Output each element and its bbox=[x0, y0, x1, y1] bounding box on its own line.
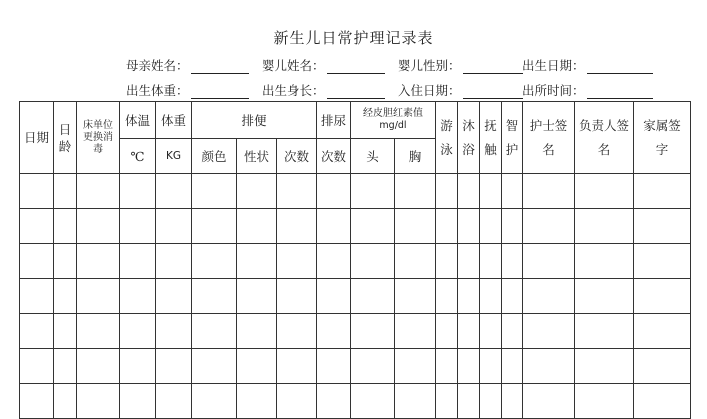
table-cell[interactable] bbox=[634, 209, 691, 244]
table-cell[interactable] bbox=[634, 314, 691, 349]
nurse-line-2: 名 bbox=[542, 141, 555, 157]
touch-char-1: 抚 bbox=[484, 117, 497, 133]
table-cell[interactable] bbox=[20, 279, 54, 314]
baby-name-label: 婴儿姓名： bbox=[262, 58, 325, 73]
table-row bbox=[20, 384, 691, 419]
bilirubin-label: 经皮胆红素值 bbox=[363, 108, 423, 119]
table-cell[interactable] bbox=[634, 174, 691, 209]
table-cell[interactable] bbox=[237, 314, 277, 349]
table-cell[interactable] bbox=[54, 244, 77, 279]
table-cell[interactable] bbox=[351, 174, 395, 209]
table-cell[interactable] bbox=[480, 244, 502, 279]
col-responsible-sign bbox=[575, 102, 634, 174]
table-cell[interactable] bbox=[120, 279, 156, 314]
table-cell[interactable] bbox=[77, 174, 120, 209]
table-cell[interactable] bbox=[523, 174, 575, 209]
table-cell[interactable] bbox=[156, 244, 192, 279]
table-cell[interactable] bbox=[77, 314, 120, 349]
info-row-2 bbox=[0, 81, 707, 99]
table-cell[interactable] bbox=[502, 209, 523, 244]
table-cell[interactable] bbox=[458, 209, 480, 244]
table-cell[interactable] bbox=[575, 209, 634, 244]
table-cell[interactable] bbox=[317, 349, 351, 384]
bath-char-1: 沐 bbox=[462, 117, 475, 133]
col-urine: 排尿 bbox=[317, 102, 351, 139]
col-swim bbox=[436, 102, 458, 174]
baby-gender-field[interactable] bbox=[398, 56, 523, 74]
table-cell[interactable] bbox=[395, 279, 436, 314]
table-cell[interactable] bbox=[502, 384, 523, 419]
table-cell[interactable] bbox=[156, 209, 192, 244]
table-cell[interactable] bbox=[395, 384, 436, 419]
bath-char-2: 浴 bbox=[462, 141, 475, 157]
data-rows bbox=[20, 174, 691, 419]
table-cell[interactable] bbox=[523, 384, 575, 419]
table-cell[interactable] bbox=[523, 349, 575, 384]
bed-line-2: 更换消 bbox=[83, 131, 113, 143]
col-touch bbox=[480, 102, 502, 174]
table-cell[interactable] bbox=[192, 244, 237, 279]
table-cell[interactable] bbox=[20, 314, 54, 349]
baby-name-field[interactable] bbox=[262, 56, 385, 74]
table-cell[interactable] bbox=[458, 244, 480, 279]
table-cell[interactable] bbox=[458, 384, 480, 419]
table-cell[interactable] bbox=[20, 174, 54, 209]
table-cell[interactable] bbox=[351, 209, 395, 244]
table-row bbox=[20, 209, 691, 244]
mother-name-label: 母亲姓名： bbox=[126, 58, 189, 73]
baby-gender-blank[interactable] bbox=[463, 60, 523, 74]
mother-name-blank[interactable] bbox=[191, 60, 249, 74]
table-cell[interactable] bbox=[20, 349, 54, 384]
table-cell[interactable] bbox=[480, 349, 502, 384]
table-cell[interactable] bbox=[317, 244, 351, 279]
birth-length-label: 出生身长： bbox=[262, 83, 325, 98]
table-cell[interactable] bbox=[317, 314, 351, 349]
table-cell[interactable] bbox=[480, 314, 502, 349]
birth-weight-label: 出生体重： bbox=[126, 83, 189, 98]
table-cell[interactable] bbox=[277, 244, 317, 279]
table-cell[interactable] bbox=[458, 349, 480, 384]
birth-date-blank[interactable] bbox=[587, 60, 653, 74]
table-cell[interactable] bbox=[54, 349, 77, 384]
swim-char-2: 泳 bbox=[440, 141, 453, 157]
table-cell[interactable] bbox=[351, 314, 395, 349]
table-cell[interactable] bbox=[523, 279, 575, 314]
table-cell[interactable] bbox=[156, 174, 192, 209]
table-cell[interactable] bbox=[237, 174, 277, 209]
col-stool: 排便 bbox=[192, 102, 317, 139]
table-cell[interactable] bbox=[237, 209, 277, 244]
table-cell[interactable] bbox=[77, 209, 120, 244]
table-cell[interactable] bbox=[192, 384, 237, 419]
table-cell[interactable] bbox=[156, 279, 192, 314]
table-cell[interactable] bbox=[634, 349, 691, 384]
table-cell[interactable] bbox=[192, 279, 237, 314]
family-line-2: 字 bbox=[655, 141, 669, 157]
table-cell[interactable] bbox=[192, 174, 237, 209]
table-row bbox=[20, 244, 691, 279]
table-cell[interactable] bbox=[395, 174, 436, 209]
table-cell[interactable] bbox=[120, 349, 156, 384]
col-bilirubin bbox=[351, 102, 436, 139]
table-cell[interactable] bbox=[575, 349, 634, 384]
resp-line-2: 名 bbox=[597, 141, 611, 157]
table-cell[interactable] bbox=[436, 384, 458, 419]
family-line-1: 家属签 bbox=[643, 117, 681, 133]
table-cell[interactable] bbox=[192, 314, 237, 349]
table-cell[interactable] bbox=[54, 384, 77, 419]
table-cell[interactable] bbox=[523, 209, 575, 244]
table-cell[interactable] bbox=[20, 384, 54, 419]
resp-line-1: 负责人签 bbox=[578, 117, 629, 133]
stool-texture: 性状 bbox=[237, 139, 277, 174]
info-row-1 bbox=[0, 56, 707, 74]
mother-name-field[interactable] bbox=[126, 56, 249, 74]
bilirubin-unit: mg/dl bbox=[379, 120, 407, 131]
touch-char-2: 触 bbox=[484, 141, 497, 157]
table-cell[interactable] bbox=[277, 209, 317, 244]
table-cell[interactable] bbox=[120, 244, 156, 279]
stool-color: 颜色 bbox=[192, 139, 237, 174]
table-cell[interactable] bbox=[77, 279, 120, 314]
table-cell[interactable] bbox=[77, 244, 120, 279]
table-cell[interactable] bbox=[120, 314, 156, 349]
birth-weight-blank[interactable] bbox=[191, 85, 249, 99]
table-cell[interactable] bbox=[395, 244, 436, 279]
table-cell[interactable] bbox=[575, 244, 634, 279]
edu-char-1: 智 bbox=[505, 117, 519, 133]
table-cell[interactable] bbox=[192, 209, 237, 244]
table-cell[interactable] bbox=[502, 314, 523, 349]
table-cell[interactable] bbox=[156, 314, 192, 349]
table-cell[interactable] bbox=[523, 244, 575, 279]
table-cell[interactable] bbox=[317, 384, 351, 419]
table-cell[interactable] bbox=[480, 384, 502, 419]
birth-weight-field[interactable] bbox=[126, 81, 249, 99]
table-cell[interactable] bbox=[458, 279, 480, 314]
table-cell[interactable] bbox=[317, 209, 351, 244]
table-cell[interactable] bbox=[395, 349, 436, 384]
table-cell[interactable] bbox=[502, 349, 523, 384]
table-cell[interactable] bbox=[317, 279, 351, 314]
table-cell[interactable] bbox=[436, 209, 458, 244]
table-cell[interactable] bbox=[20, 209, 54, 244]
baby-name-blank[interactable] bbox=[327, 60, 385, 74]
table-cell[interactable] bbox=[395, 314, 436, 349]
table-cell[interactable] bbox=[317, 174, 351, 209]
urine-count: 次数 bbox=[317, 139, 351, 174]
checkout-time-label: 出所时间： bbox=[522, 83, 585, 98]
table-cell[interactable] bbox=[480, 209, 502, 244]
admit-date-blank[interactable] bbox=[463, 85, 523, 99]
temperature-unit: ℃ bbox=[120, 139, 156, 174]
table-cell[interactable] bbox=[237, 279, 277, 314]
table-cell[interactable] bbox=[54, 279, 77, 314]
table-cell[interactable] bbox=[77, 349, 120, 384]
table-cell[interactable] bbox=[277, 384, 317, 419]
swim-char-1: 游 bbox=[440, 117, 453, 133]
table-cell[interactable] bbox=[20, 244, 54, 279]
table-cell[interactable] bbox=[458, 174, 480, 209]
admit-date-label: 入住日期： bbox=[398, 83, 461, 98]
table-cell[interactable] bbox=[351, 279, 395, 314]
table-cell[interactable] bbox=[156, 349, 192, 384]
bilirubin-head: 头 bbox=[351, 139, 395, 174]
table-cell[interactable] bbox=[480, 279, 502, 314]
col-weight: 体重 bbox=[156, 102, 192, 139]
table-cell[interactable] bbox=[436, 349, 458, 384]
table-cell[interactable] bbox=[120, 384, 156, 419]
col-bed-disinfect bbox=[77, 102, 120, 174]
table-cell[interactable] bbox=[395, 209, 436, 244]
birth-date-label: 出生日期： bbox=[522, 58, 585, 73]
checkout-time-blank[interactable] bbox=[587, 85, 653, 99]
table-cell[interactable] bbox=[54, 209, 77, 244]
table-cell[interactable] bbox=[120, 174, 156, 209]
table-row bbox=[20, 174, 691, 209]
table-row bbox=[20, 314, 691, 349]
birth-length-blank[interactable] bbox=[327, 85, 385, 99]
table-row bbox=[20, 349, 691, 384]
age-char-1: 日 bbox=[58, 121, 72, 137]
table-cell[interactable] bbox=[237, 349, 277, 384]
table-cell[interactable] bbox=[634, 384, 691, 419]
table-cell[interactable] bbox=[237, 384, 277, 419]
table-cell[interactable] bbox=[120, 209, 156, 244]
nurse-line-1: 护士签 bbox=[529, 117, 568, 133]
table-cell[interactable] bbox=[351, 384, 395, 419]
table-cell[interactable] bbox=[436, 314, 458, 349]
col-date: 日期 bbox=[20, 102, 54, 174]
table-cell[interactable] bbox=[351, 244, 395, 279]
table-cell[interactable] bbox=[192, 349, 237, 384]
checkout-time-field[interactable] bbox=[522, 81, 653, 99]
col-family-sign bbox=[634, 102, 691, 174]
table-cell[interactable] bbox=[502, 174, 523, 209]
birth-date-field[interactable] bbox=[522, 56, 653, 74]
admit-date-field[interactable] bbox=[398, 81, 523, 99]
col-temperature: 体温 bbox=[120, 102, 156, 139]
table-cell[interactable] bbox=[156, 384, 192, 419]
table-cell[interactable] bbox=[436, 244, 458, 279]
col-nurse-sign bbox=[523, 102, 575, 174]
age-char-2: 龄 bbox=[58, 138, 72, 154]
table-cell[interactable] bbox=[634, 244, 691, 279]
table-cell[interactable] bbox=[277, 314, 317, 349]
birth-length-field[interactable] bbox=[262, 81, 385, 99]
table-cell[interactable] bbox=[502, 279, 523, 314]
col-age bbox=[54, 102, 77, 174]
bilirubin-chest: 胸 bbox=[395, 139, 436, 174]
bed-line-3: 毒 bbox=[93, 143, 103, 155]
table-cell[interactable] bbox=[575, 314, 634, 349]
care-record-table bbox=[19, 101, 691, 419]
table-cell[interactable] bbox=[351, 349, 395, 384]
table-cell[interactable] bbox=[237, 244, 277, 279]
table-cell[interactable] bbox=[277, 174, 317, 209]
header-row-1 bbox=[20, 102, 691, 139]
table-cell[interactable] bbox=[436, 174, 458, 209]
table-cell[interactable] bbox=[277, 279, 317, 314]
table-cell[interactable] bbox=[436, 279, 458, 314]
stool-count: 次数 bbox=[277, 139, 317, 174]
table-cell[interactable] bbox=[54, 174, 77, 209]
table-cell[interactable] bbox=[523, 314, 575, 349]
edu-char-2: 护 bbox=[505, 141, 519, 157]
table-row bbox=[20, 279, 691, 314]
bed-line-1: 床单位 bbox=[83, 119, 113, 131]
table-cell[interactable] bbox=[458, 314, 480, 349]
col-bath bbox=[458, 102, 480, 174]
col-edu bbox=[502, 102, 523, 174]
table-cell[interactable] bbox=[634, 279, 691, 314]
baby-gender-label: 婴儿性别： bbox=[398, 58, 461, 73]
weight-unit: KG bbox=[156, 139, 192, 174]
table-cell[interactable] bbox=[502, 244, 523, 279]
table-cell[interactable] bbox=[575, 174, 634, 209]
table-cell[interactable] bbox=[575, 279, 634, 314]
table-cell[interactable] bbox=[575, 384, 634, 419]
table-cell[interactable] bbox=[54, 314, 77, 349]
table-cell[interactable] bbox=[77, 384, 120, 419]
table-cell[interactable] bbox=[480, 174, 502, 209]
form-title: 新生儿日常护理记录表 bbox=[273, 29, 434, 47]
table-cell[interactable] bbox=[277, 349, 317, 384]
